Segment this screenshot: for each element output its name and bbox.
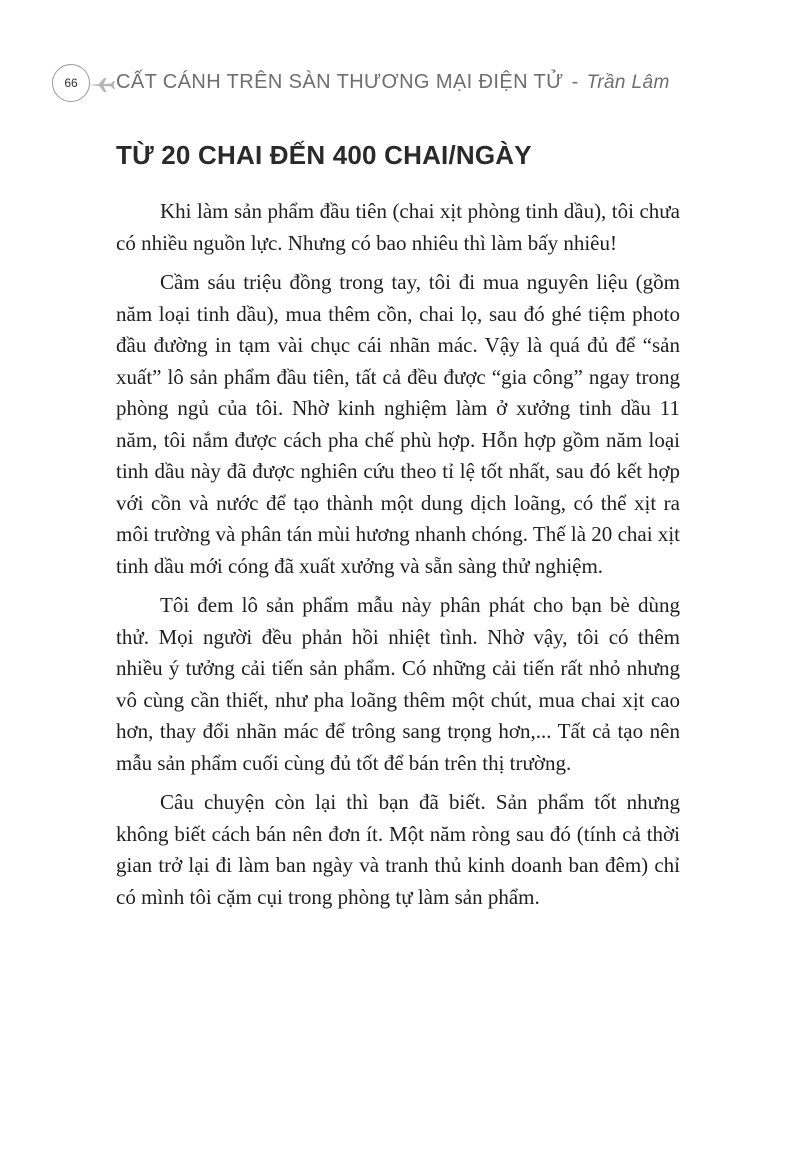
paragraph: Tôi đem lô sản phẩm mẫu này phân phát cho bạn bè dùng thử. Mọi người đều phản hồi nhiệt tình. Nhờ vậy, tôi có thêm nhiều ý tưởng cải tiến sản phẩm. Có những cải tiến rất nhỏ nhưng vô cùng cần thiết, như pha loãng thêm một chút, mua chai xịt cao hơn, thay đổi nhãn mác để trông sang trọng hơn,... Tất cả tạo nên mẫu sản phẩm cuối cùng đủ tốt để bán trên thị trường. [116, 593, 680, 775]
body-text [116, 196, 680, 921]
paragraph: Câu chuyện còn lại thì bạn đã biết. Sản phẩm tốt nhưng không biết cách bán nên đơn ít. Một năm ròng sau đó (tính cả thời gian trở lại đi làm ban ngày và tranh thủ kinh doanh ban đêm) chỉ có mình tôi cặm cụi trong phòng tự làm sản phẩm. [116, 790, 680, 909]
paragraph: Khi làm sản phẩm đầu tiên (chai xịt phòng tinh dầu), tôi chưa có nhiều nguồn lực. Nhưng có bao nhiêu thì làm bấy nhiêu! [116, 199, 680, 255]
airplane-icon [88, 77, 116, 93]
title-separator: - [571, 71, 579, 93]
page-number: 66 [64, 76, 78, 90]
book-title: CẤT CÁNH TRÊN SÀN THƯƠNG MẠI ĐIỆN TỬ [116, 71, 564, 93]
chapter-title: TỪ 20 CHAI ĐẾN 400 CHAI/NGÀY [116, 140, 532, 170]
running-header [52, 60, 752, 104]
paragraph: Cầm sáu triệu đồng trong tay, tôi đi mua nguyên liệu (gồm năm loại tinh dầu), mua thêm cồn, chai lọ, sau đó ghé tiệm photo đầu đường in tạm vài chục cái nhãn mác. Vậy là quá đủ để “sản xuất” lô sản phẩm đầu tiên, tất cả đều được “gia công” ngay trong phòng ngủ của tôi. Nhờ kinh nghiệm làm ở xưởng tinh dầu 11 năm, tôi nắm được cách pha chế phù hợp. Hỗn hợp gồm năm loại tinh dầu này đã được nghiên cứu theo tỉ lệ tốt nhất, sau đó kết hợp với cồn và nước để tạo thành một dung dịch loãng, có thể xịt ra môi trường và phân tán mùi hương nhanh chóng. Thế là 20 chai xịt tinh dầu mới cóng đã xuất xưởng và sẵn sàng thử nghiệm. [116, 270, 680, 578]
running-head-title [116, 71, 670, 94]
author-name: Trần Lâm [586, 72, 670, 93]
